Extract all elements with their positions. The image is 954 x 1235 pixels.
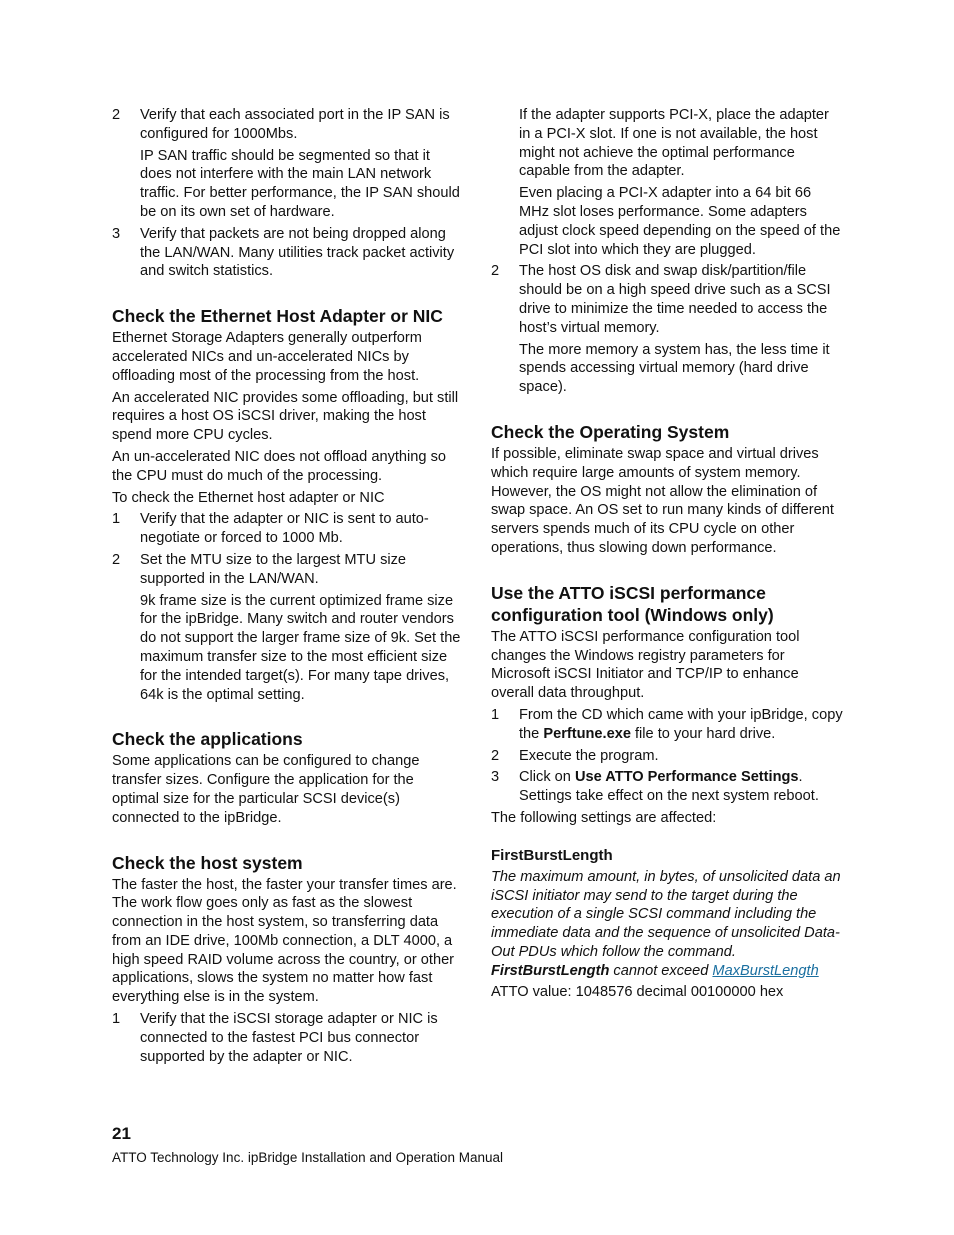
paragraph: Even placing a PCI-X adapter into a 64 bit 66 MHz slot loses performance. Some adapters adjust clock speed depending on the speed of the PCI slot into which they are plugged. — [519, 185, 841, 258]
step-text: . Settings take effect on the next system reboot. — [519, 769, 819, 805]
left-column — [112, 106, 464, 1066]
paragraph: The ATTO iSCSI performance configuration tool changes the Windows registry parameters for Microsoft iSCSI Initiator and TCP/IP to enhance overall data throughput. — [491, 628, 800, 702]
list-text — [519, 768, 843, 806]
paragraph: An un-accelerated NIC does not offload anything so the CPU must do much of the processing. — [112, 448, 446, 484]
section-heading-applications: Check the applications — [112, 729, 303, 750]
paragraph: IP SAN traffic should be segmented so that it does not interfere with the main LAN network traffic. For better performance, the IP SAN should be on its own set of hardware. — [140, 147, 460, 220]
paragraph: The faster the host, the faster your transfer times are. The work flow goes only as fast as the slowest connection in the host system, so transferring data from an IDE drive, 100Mb connection, a DLT 4000, a high speed RAID volume across the country, or other applications, slows the system no matter how fast everything else is in the system. — [112, 876, 457, 1006]
section-heading-operating-system: Check the Operating System — [491, 421, 730, 442]
parameter-value: ATTO value: 1048576 decimal 00100000 hex — [491, 984, 784, 1001]
menu-option: Use ATTO Performance Settings — [574, 769, 799, 786]
parameter-description — [491, 868, 843, 981]
parameter-heading: FirstBurstLength — [491, 846, 613, 864]
footer-manual-title: ATTO Technology Inc. ipBridge Installation and Operation Manual — [112, 1150, 503, 1165]
list-item — [491, 262, 843, 337]
section-heading-atto-tool: Use the ATTO iSCSI performance configuration tool (Windows only) — [491, 582, 774, 625]
list-number: 2 — [491, 747, 500, 764]
list-text: Set the MTU size to the largest MTU size supported in the LAN/WAN. — [140, 551, 407, 587]
paragraph: An accelerated NIC provides some offloading, but still requires a host OS iSCSI driver, making the host spend more CPU cycles. — [112, 389, 459, 444]
parameter-name: FirstBurstLength — [491, 962, 610, 979]
list-number: 3 — [112, 225, 121, 242]
section-heading-host-system: Check the host system — [112, 852, 303, 873]
description-text: cannot exceed — [609, 962, 713, 979]
paragraph: If the adapter supports PCI-X, place the adapter in a PCI-X slot. If one is not available, the host might not achieve the optimal performance capable from the adapter. — [519, 107, 829, 180]
list-number: 2 — [112, 107, 121, 123]
step-text: From the CD which came with your ipBridge, copy the — [519, 706, 843, 742]
paragraph: Some applications can be configured to change transfer sizes. Configure the application for the optimal size for the particular SCSI device(s) connected to the ipBridge. — [112, 753, 420, 826]
list-text: The host OS disk and swap disk/partition/file should be on a high speed drive such as a SCSI drive to minimize the time needed to access the host’s virtual memory. — [519, 263, 831, 336]
list-number: 2 — [112, 551, 121, 568]
list-item — [112, 225, 464, 281]
description-text: The maximum amount, in bytes, of unsolicited data an iSCSI initiator may send to the target during the execution of a single SCSI command including the immediate data and the sequence of unsolicited Data-Out PDUs which follow the command. — [491, 868, 841, 960]
list-text: Execute the program. — [519, 747, 659, 764]
list-text — [519, 706, 843, 744]
list-item — [112, 106, 464, 144]
list-text: Verify that the adapter or NIC is sent to auto-negotiate or forced to 1000 Mb. — [140, 511, 429, 547]
list-item — [112, 510, 464, 548]
section-heading-ethernet: Check the Ethernet Host Adapter or NIC — [112, 306, 443, 327]
list-item — [491, 747, 843, 766]
paragraph: The following settings are affected: — [491, 809, 717, 826]
list-number: 1 — [491, 706, 500, 723]
right-column — [491, 106, 843, 1002]
page-number: 21 — [112, 1124, 131, 1143]
paragraph: To check the Ethernet host adapter or NIC — [112, 489, 385, 506]
list-number: 1 — [112, 1011, 121, 1028]
paragraph: The more memory a system has, the less time it spends accessing virtual memory (hard drive space). — [519, 341, 830, 396]
step-text: file to your hard drive. — [630, 725, 776, 742]
paragraph: 9k frame size is the current optimized frame size for the ipBridge. Many switch and router vendors do not support the larger frame size of 9k. Set the maximum transfer size to the most efficient size for the intended target(s). For many tape drives, 64k is the optimal setting. — [140, 592, 461, 703]
list-number: 2 — [491, 263, 500, 280]
list-text: Verify that packets are not being dropped along the LAN/WAN. Many utilities track packet activity and switch statistics. — [140, 225, 455, 280]
list-item — [112, 551, 464, 589]
list-item — [112, 1010, 464, 1066]
maxburstlength-link[interactable]: MaxBurstLength — [712, 962, 819, 979]
list-text: Verify that each associated port in the IP SAN is configured for 1000Mbs. — [140, 107, 450, 142]
list-item — [491, 706, 843, 744]
filename: Perftune.exe — [543, 725, 631, 742]
list-text: Verify that the iSCSI storage adapter or NIC is connected to the fastest PCI bus connector supported by the adapter or NIC. — [140, 1011, 438, 1065]
step-text: Click on — [519, 769, 575, 786]
list-item — [491, 768, 843, 806]
paragraph: If possible, eliminate swap space and virtual drives which require large amounts of system memory. However, the OS might not allow the elimination of swap space. An OS set to run many kinds of different servers spends much of its CPU cycle on other operations, thus slowing down performance. — [491, 445, 834, 556]
list-number: 3 — [491, 769, 500, 786]
list-number: 1 — [112, 511, 121, 528]
paragraph: Ethernet Storage Adapters generally outperform accelerated NICs and un-accelerated NICs by offloading most of the processing from the host. — [112, 330, 422, 384]
